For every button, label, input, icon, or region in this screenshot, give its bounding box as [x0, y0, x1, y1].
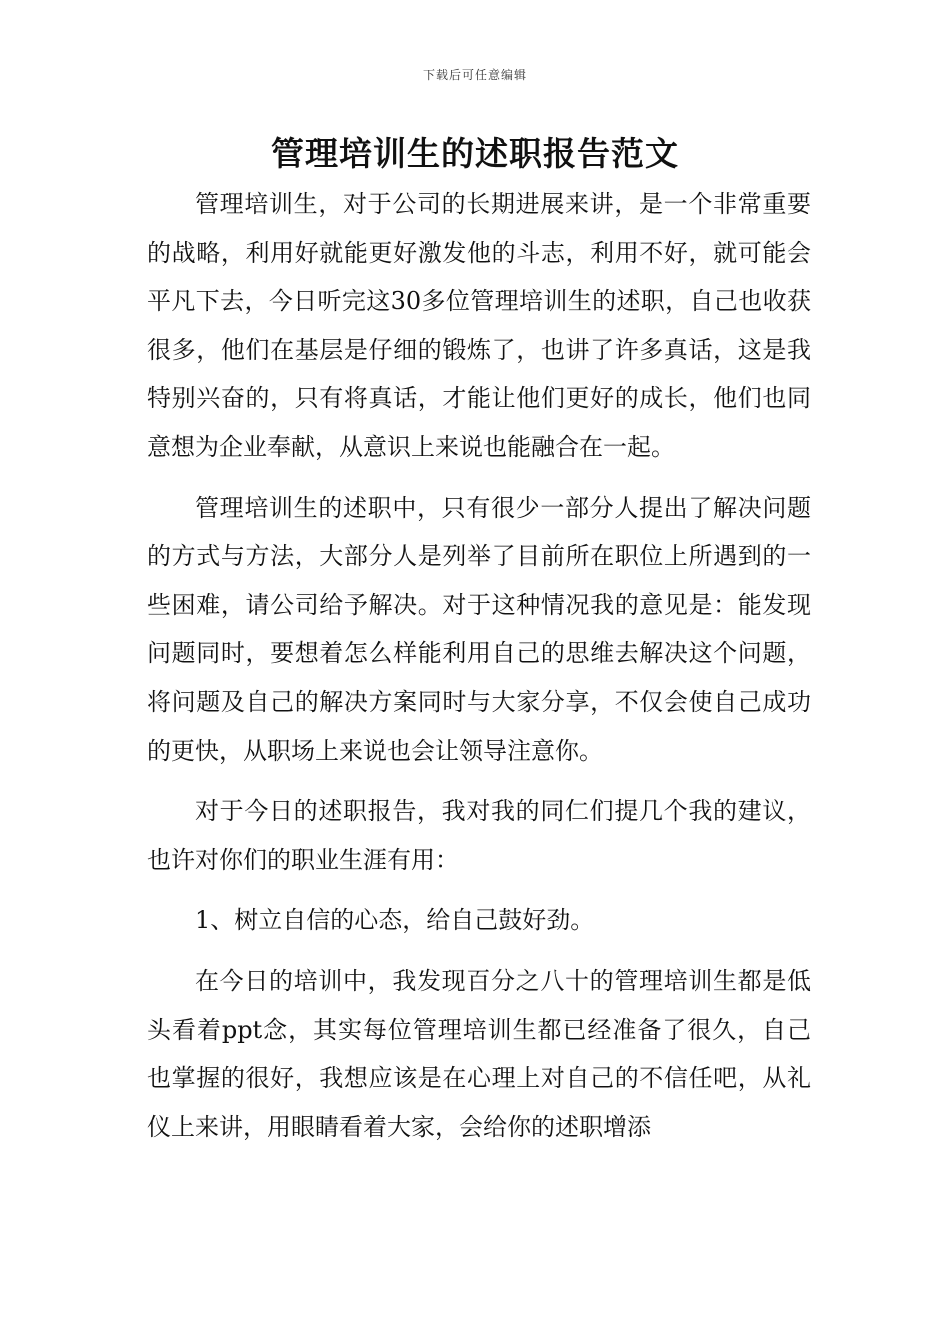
document-body: [147, 180, 811, 1163]
document-title: 管理培训生的述职报告范文: [271, 134, 679, 173]
paragraph-1: 管理培训生，对于公司的长期进展来讲，是一个非常重要的战略，利用好就能更好激发他的斗志，利用不好，就可能会平凡下去，今日听完这30多位管理培训生的述职，自己也收获很多，他们在基层是仔细的锻炼了，也讲了许多真话，这是我特别兴奋的，只有将真话，才能让他们更好的成长，他们也同意想为企业奉献，从意识上来说也能融合在一起。: [147, 190, 811, 461]
header-note: 下载后可任意编辑: [422, 68, 527, 82]
paragraph-3: 对于今日的述职报告，我对我的同仁们提几个我的建议，也许对你们的职业生涯有用：: [147, 797, 811, 874]
list-item-1: 1、树立自信的心态，给自己鼓好劲。: [195, 906, 595, 935]
paragraph-2: 管理培训生的述职中，只有很少一部分人提出了解决问题的方式与方法，大部分人是列举了目前所在职位上所遇到的一些困难，请公司给予解决。对于这种情况我的意见是：能发现问题同时，要想着怎么样能利用自己的思维去解决这个问题，将问题及自己的解决方案同时与大家分享，不仅会使自己成功的更快，从职场上来说也会让领导注意你。: [147, 493, 811, 765]
paragraph-4: 在今日的培训中，我发现百分之八十的管理培训生都是低头看着ppt念，其实每位管理培训生都已经准备了很久，自己也掌握的很好，我想应该是在心理上对自己的不信任吧，从礼仪上来讲，用眼睛看着大家，会给你的述职增添: [147, 966, 811, 1141]
